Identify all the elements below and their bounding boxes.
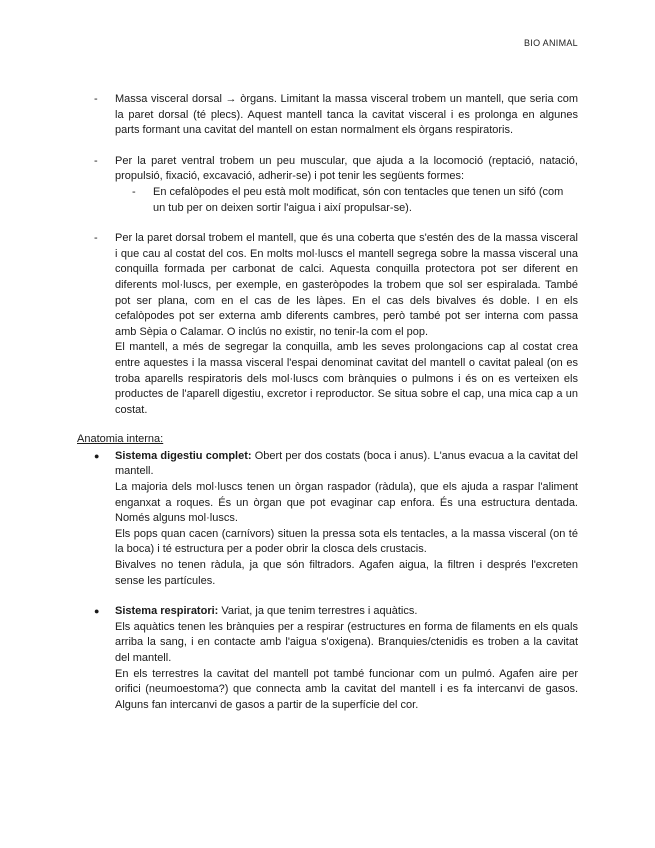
dash-marker: - — [94, 93, 98, 105]
document-body — [77, 92, 578, 728]
list-item — [77, 154, 578, 216]
paragraph: Massa visceral dorsal → òrgans. Limitant la massa visceral trobem un mantell, que seria com la paret dorsal (té plecs). Aquest mantell tanca la cavitat visceral i es prolonga en algunes parts formant una cavitat del mantell on estan normalment els òrgans respiratoris. — [115, 93, 578, 137]
dash-marker: - — [132, 185, 136, 198]
paragraph: Per la paret dorsal trobem el mantell, que és una coberta que s'estén des de la massa visceral i que cau al costat del cos. En molts mol·luscs el mantell segrega sobre la massa visceral una conquilla formada per carbonat de calci. Aquesta conquilla protectora pot ser diferent en diferents mol·luscs, per exemple, en gasteròpodes la trobem que sol ser espiralada. També pot ser plana, com en el cas de les làpes. En el cas dels bivalves és doble. I en els cefalòpodes pot ser externa amb diferents cambres, però també pot ser interna com passa amb Sèpia o Calamar. O inclús no existir, no tenir-la com el pop. — [115, 232, 578, 338]
list-item — [77, 449, 578, 589]
list-item — [77, 92, 578, 139]
paragraph: Bivalves no tenen ràdula, ja que són filtradors. Agafen aigua, la filtren i després l'excreten sense les partícules. — [115, 559, 578, 587]
bullet-heading: Sistema digestiu complet: — [115, 449, 252, 462]
bullet-lead: Obert per dos costats (boca i anus). L'anus evacua a la cavitat del mantell. — [115, 449, 578, 478]
dash-marker: - — [94, 232, 98, 245]
paragraph: Els pops quan cacen (carnívors) situen la pressa sota els tentacles, a la massa visceral (on té la boca) i té estructura per a poder obrir la closca dels crustacis. — [115, 527, 578, 556]
bullet-marker: ● — [94, 450, 100, 461]
paragraph: Per la paret ventral trobem un peu muscular, que ajuda a la locomoció (reptació, natació, propulsió, fixació, excavació, adherir-se) i pot tenir les següents formes: — [115, 154, 578, 183]
page-header: BIO ANIMAL — [523, 38, 578, 48]
bullet-lead: Variat, ja que tenim terrestres i aquàtics. — [218, 605, 418, 618]
paragraph: El mantell, a més de segregar la conquilla, amb les seves prolongacions cap al costat crea entre aquestes i la massa visceral l'espai denominat cavitat del mantell o cavitat paleal (on es troba aparells respiratoris dels mol·luscs com brànquies o pulmons i és on es verteixen els productes de l'aparell digestiu, excretor i reproductor. Se situa sobre el cap, una mica cap a un costat. — [115, 341, 578, 416]
sub-list-item — [115, 185, 578, 216]
dash-marker: - — [94, 154, 98, 167]
list-item — [77, 604, 578, 713]
paragraph: En els terrestres la cavitat del mantell pot també funcionar com un pulmó. Agafen aire per orifici (neumoestoma?) que connecta amb la cavitat del mantell i es fa intercanvi de gasos. Alguns fan intercanvi de gasos a partir de la superfície del cor. — [115, 667, 578, 711]
section-title: Anatomia interna: — [77, 433, 164, 446]
list-item — [77, 231, 578, 418]
bullet-heading: Sistema respiratori: — [115, 605, 219, 618]
paragraph: Els aquàtics tenen les brànquies per a respirar (estructures en forma de filaments en els quals arriba la sang, i en contacte amb l'aigua s'oxigena). Branquies/ctenidis es troben a la cavitat del mantell. — [115, 620, 578, 664]
paragraph: En cefalòpodes el peu està molt modificat, són con tentacles que tenen un sifó (com un tub per on deixen sortir l'aigua i així propulsar-se). — [153, 185, 564, 214]
bullet-marker: ● — [94, 606, 100, 617]
paragraph: La majoria dels mol·luscs tenen un òrgan raspador (ràdula), que els ajuda a raspar l'aliment enganxat a roques. És un òrgan que pot evaginar cap enfora. És una estructura dentada. Només alguns mol·luscs. — [115, 481, 578, 525]
